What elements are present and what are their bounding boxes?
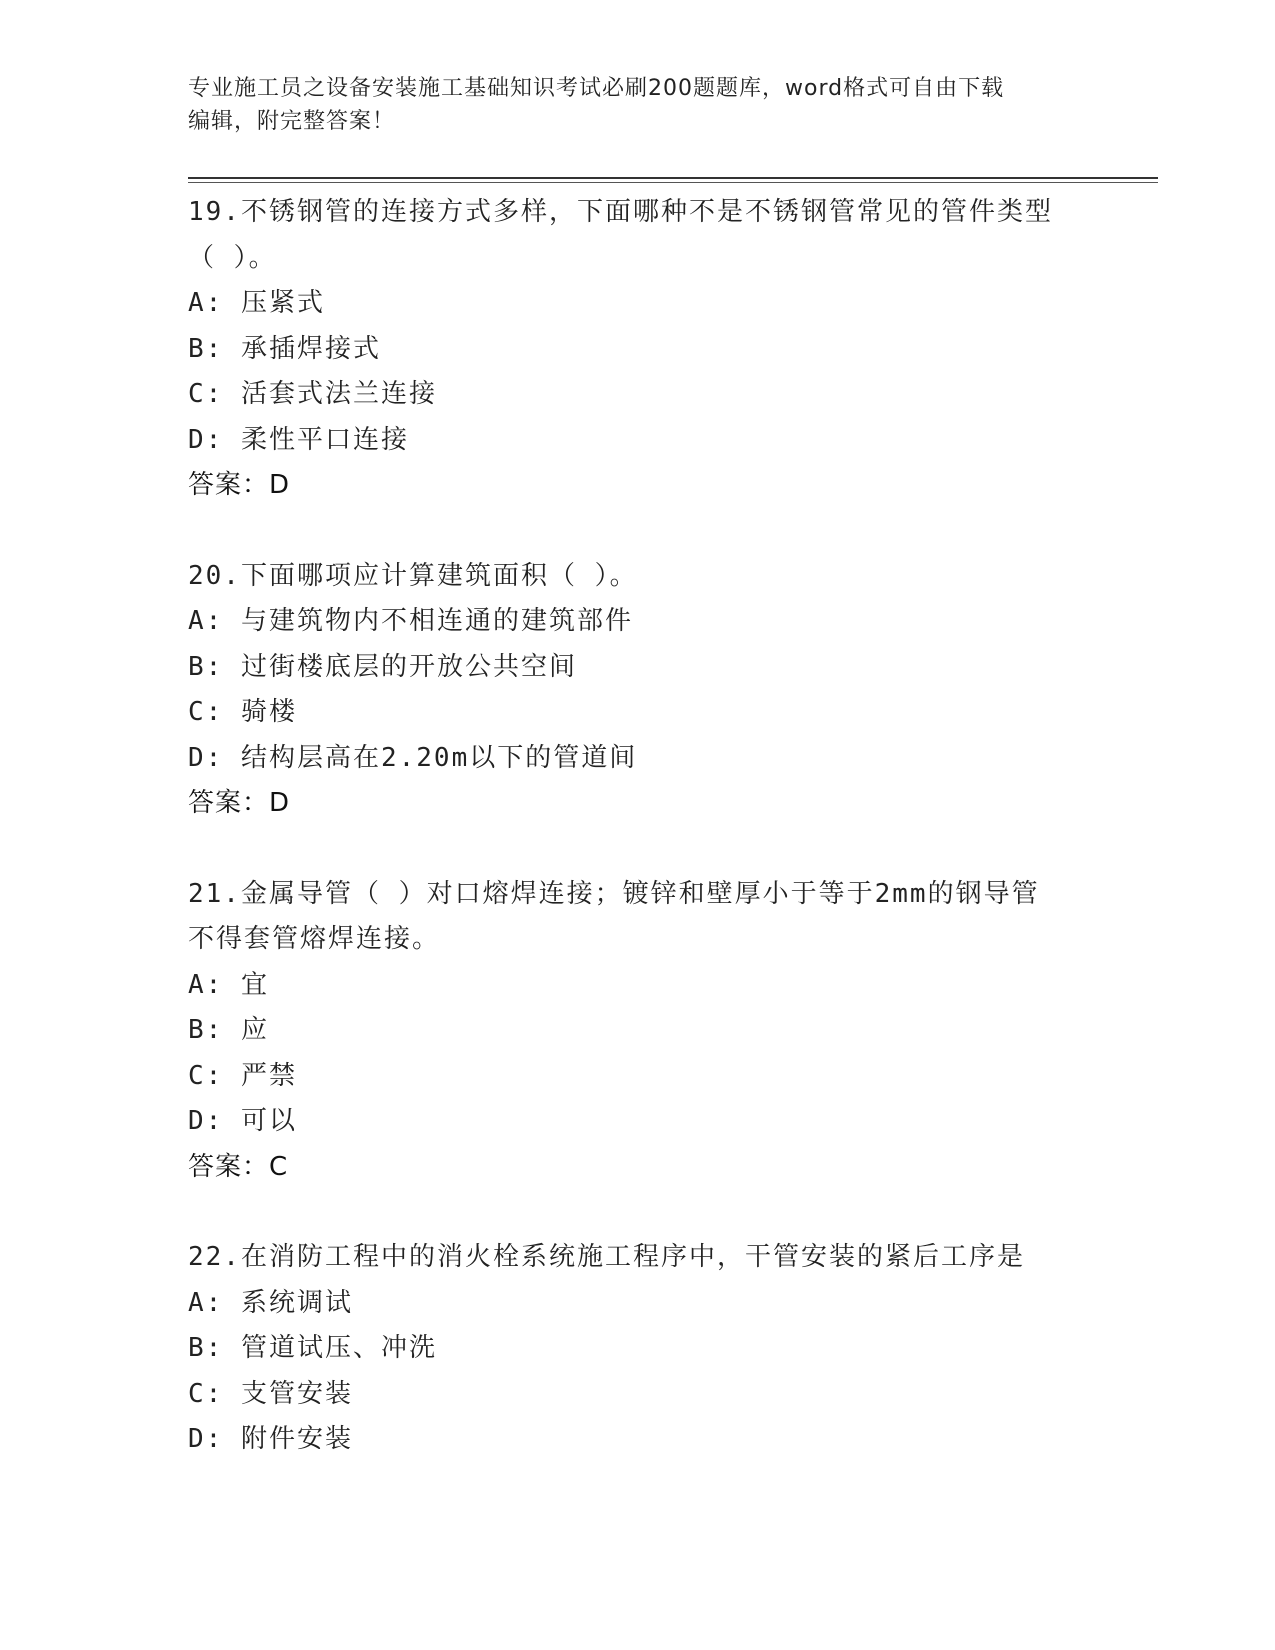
option-b: B: 应 (188, 1015, 269, 1045)
question-stem: 20.下面哪项应计算建筑面积（ ）。 (188, 560, 638, 591)
question-22 (188, 1235, 1088, 1463)
option-b: B: 过街楼底层的开放公共空间 (188, 651, 577, 682)
question-stem-continued: （ ）。 (188, 242, 277, 273)
option-a: A: 压紧式 (188, 288, 325, 318)
answer-label: 答案：D (188, 470, 291, 500)
question-stem-continued: 不得套管熔焊连接。 (188, 924, 441, 954)
option-d: D: 柔性平口连接 (188, 424, 409, 455)
header-divider-thin (188, 182, 1158, 183)
header-divider-thick (188, 177, 1158, 179)
answer-label: 答案：C (188, 1151, 289, 1182)
option-c: C: 严禁 (188, 1060, 297, 1091)
header-line-1: 专业施工员之设备安装施工基础知识考试必刷200题题库，word格式可自由下载 (188, 76, 1005, 101)
option-a: A: 与建筑物内不相连通的建筑部件 (188, 606, 633, 636)
document-header (188, 72, 1088, 138)
option-d: D: 附件安装 (188, 1424, 353, 1454)
option-d: D: 结构层高在2.20m以下的管道间 (188, 742, 638, 773)
option-b: B: 承插焊接式 (188, 333, 381, 364)
question-stem: 19.不锈钢管的连接方式多样，下面哪种不是不锈钢管常见的管件类型 (188, 197, 1053, 227)
answer-label: 答案：D (188, 788, 291, 818)
question-20 (188, 554, 1088, 827)
option-c: C: 活套式法兰连接 (188, 379, 437, 409)
option-a: A: 系统调试 (188, 1287, 353, 1318)
question-19 (188, 190, 1088, 509)
option-d: D: 可以 (188, 1106, 297, 1136)
option-b: B: 管道试压、冲洗 (188, 1333, 437, 1363)
option-a: A: 宜 (188, 969, 269, 1000)
header-line-2: 编辑，附完整答案！ (188, 109, 396, 134)
question-21 (188, 872, 1088, 1191)
option-c: C: 支管安装 (188, 1378, 353, 1409)
question-list (188, 190, 1088, 1508)
option-c: C: 骑楼 (188, 697, 297, 727)
question-stem: 22.在消防工程中的消火栓系统施工程序中，干管安装的紧后工序是 (188, 1242, 1025, 1272)
question-stem: 21.金属导管（ ）对口熔焊连接；镀锌和壁厚小于等于2mm的钢导管 (188, 878, 1040, 909)
